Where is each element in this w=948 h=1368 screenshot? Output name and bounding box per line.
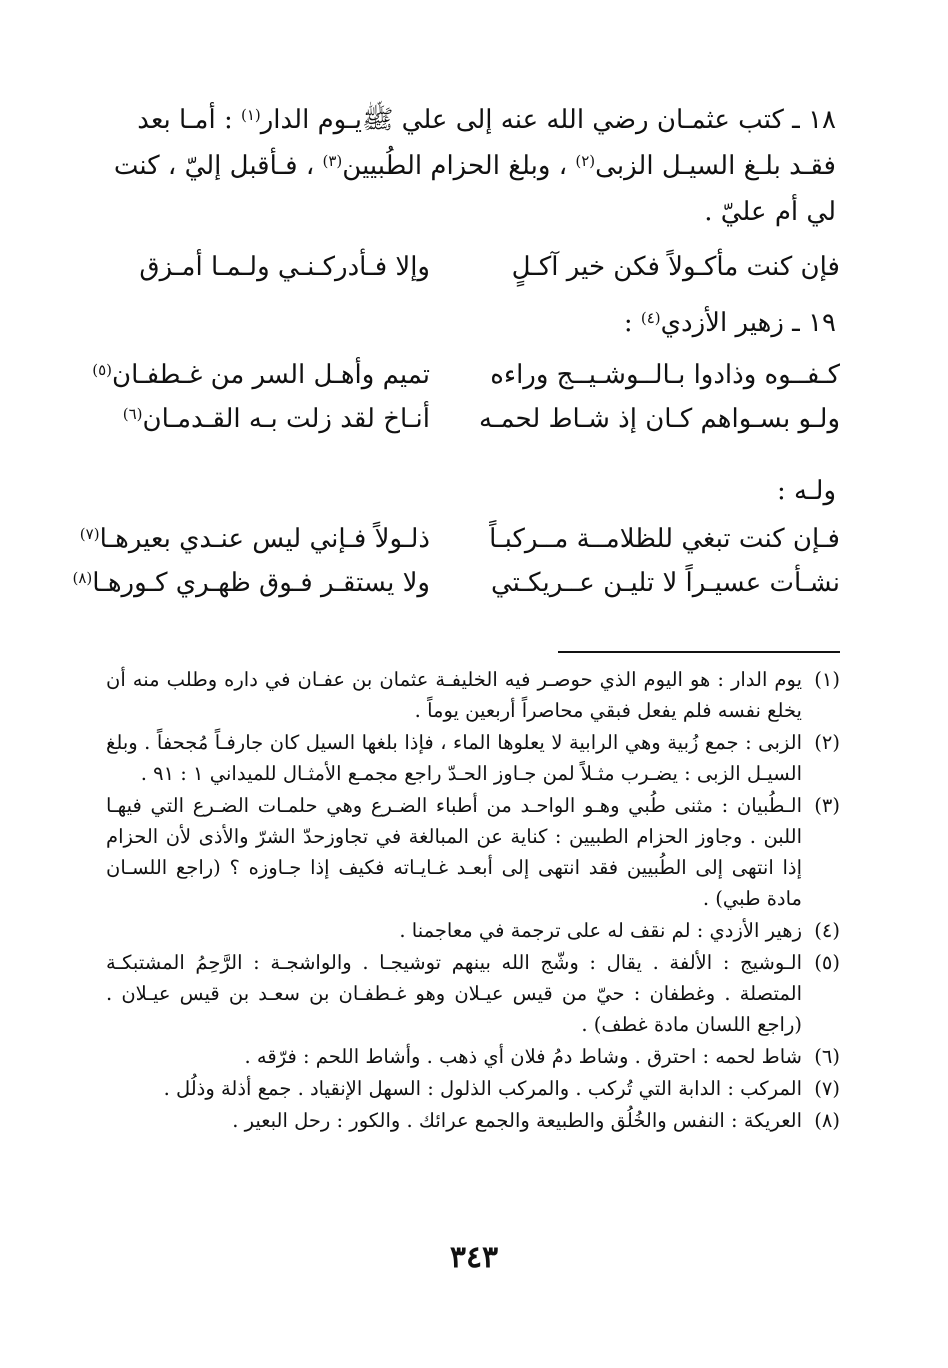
footnote-separator: [558, 651, 840, 653]
item-19-heading: ١٩ ـ زهير الأزدي$^{(٤)}$ :: [623, 308, 836, 338]
item-18-line-2: فقـد بلـغ السيـل الزبى$^{(٢)}$ ، وبلغ الحزام الطُبيين$^{(٣)}$ ، فـأقبل إليّ ، كنت: [113, 151, 836, 181]
verse-hemistich-second: ولا يستقـر فـوق ظهـري كـورهـا$^{(٨)}$: [72, 568, 430, 598]
item-18-line-1: ١٨ ـ كتب عثمـان رضي الله عنه إلى علي ﷺيـوم الدار$^{(١)}$ : أمـا بعد: [137, 105, 836, 135]
verse-hemistich-second: تميم وأهـل السر من غـطفـان$^{(٥)}$: [92, 360, 430, 390]
verse-hemistich-first: نشـأت عسيـراً لا تليـن عــريكـتي: [491, 568, 840, 598]
verse-line-2: [92, 360, 840, 404]
footnote-1: (١) يوم الدار : هو اليوم الذي حوصـر فيه الخليفـة عثمان بن عفـان في داره وطلب منه أن يخلع نفسه فلم يفعل فبقي محاصراً أربعين يوماً .: [106, 668, 840, 722]
verse-line-4: [79, 524, 840, 568]
verse-line-5: [72, 568, 840, 612]
footnote-2: (٢) الزبى : جمع زُبية وهي الرابية لا يعلوها الماء ، فإذا بلغها السيل كان جارفـاً مُجحفاً . وبلغ السيـل الزبى : يضـرب مثـلاً لمن جـاوز الحـدّ راجع مجمـع الأمثـال للميداني ١ : ٩١ .: [106, 731, 840, 785]
verse-hemistich-first: فإن كنت مأكـولاً فكن خير آكـلٍ: [511, 252, 840, 282]
footnotes: [106, 664, 840, 1137]
verse-line-3: [108, 404, 840, 448]
footnote-8: (٨) العريكة : النفس والخُلُق والطبيعة والجمع عرائك . والكور : رحل البعير .: [232, 1109, 840, 1132]
footnote-4: (٤) زهير الأزدي : لم نقف له على ترجمة في معاجمنا .: [399, 919, 840, 942]
verse-hemistich-second: ذلـولاً فـإني ليس عنـدي بعيرهـا$^{(٧)}$: [79, 524, 430, 554]
verse-line-1: [108, 252, 840, 296]
footnote-5: (٥) الـوشيج : الألفة . يقال : وشّج الله بينهم توشيجـا . والواشجـة : الرَّحِمُ المشتبكـة المتصلة . وغطفان : حيّ من قيس عيـلان وهو غـطفـان بن سعـد بن قيس عيـلان . (راجع اللسان مادة غطف) .: [106, 951, 840, 1036]
verse-hemistich-first: كـفــوه وذادوا بـالــوشـيــج وراءه: [490, 360, 840, 390]
verse-hemistich-second: أنـاخ لقد زلت بـه القـدمـان$^{(٦)}$: [122, 404, 430, 434]
footnote-7: (٧) المركب : الدابة التي تُركب . والمركب الذلول : السهل الإنقياد . جمع أذلة وذلُل .: [163, 1077, 840, 1100]
footnote-3: (٣) الـطُبيان : مثنى طُبي وهـو الواحـد من أطباء الضـرع وهي حلمـات الضـرع التي فيهـا اللبن . وجاوز الحزام الطبيين : كناية عن المبالغة في تجاوزحدّ الشرّ والأذى لأن الحزام إذا انتهى إلى الطُبيين فقد انتهى إلى أبعـد غـايـاته فكيف إذا جـاوزه ؟ (راجع اللسـان مادة طبي) .: [106, 794, 840, 910]
footnote-6: (٦) شاط لحمه : احترق . وشاط دمُ فلان أي ذهب . وأشاط اللحم : فرّقه .: [244, 1045, 840, 1068]
item-18-paragraph: [108, 97, 836, 235]
page-number: ٣٤٣: [449, 1240, 499, 1275]
item-18-line-3: لي أم عليّ .: [704, 197, 836, 227]
lahu-heading: ولـه :: [776, 476, 836, 506]
verse-hemistich-first: فـإن كنت تبغي للظلامــة مــركبـاً: [489, 524, 840, 554]
verse-hemistich-second: وإلا فـأدركـنـي ولـمـا أمـزق: [139, 252, 430, 282]
verse-hemistich-first: ولـو بسـواهم كـان إذ شـاط لحمـه: [478, 404, 840, 434]
